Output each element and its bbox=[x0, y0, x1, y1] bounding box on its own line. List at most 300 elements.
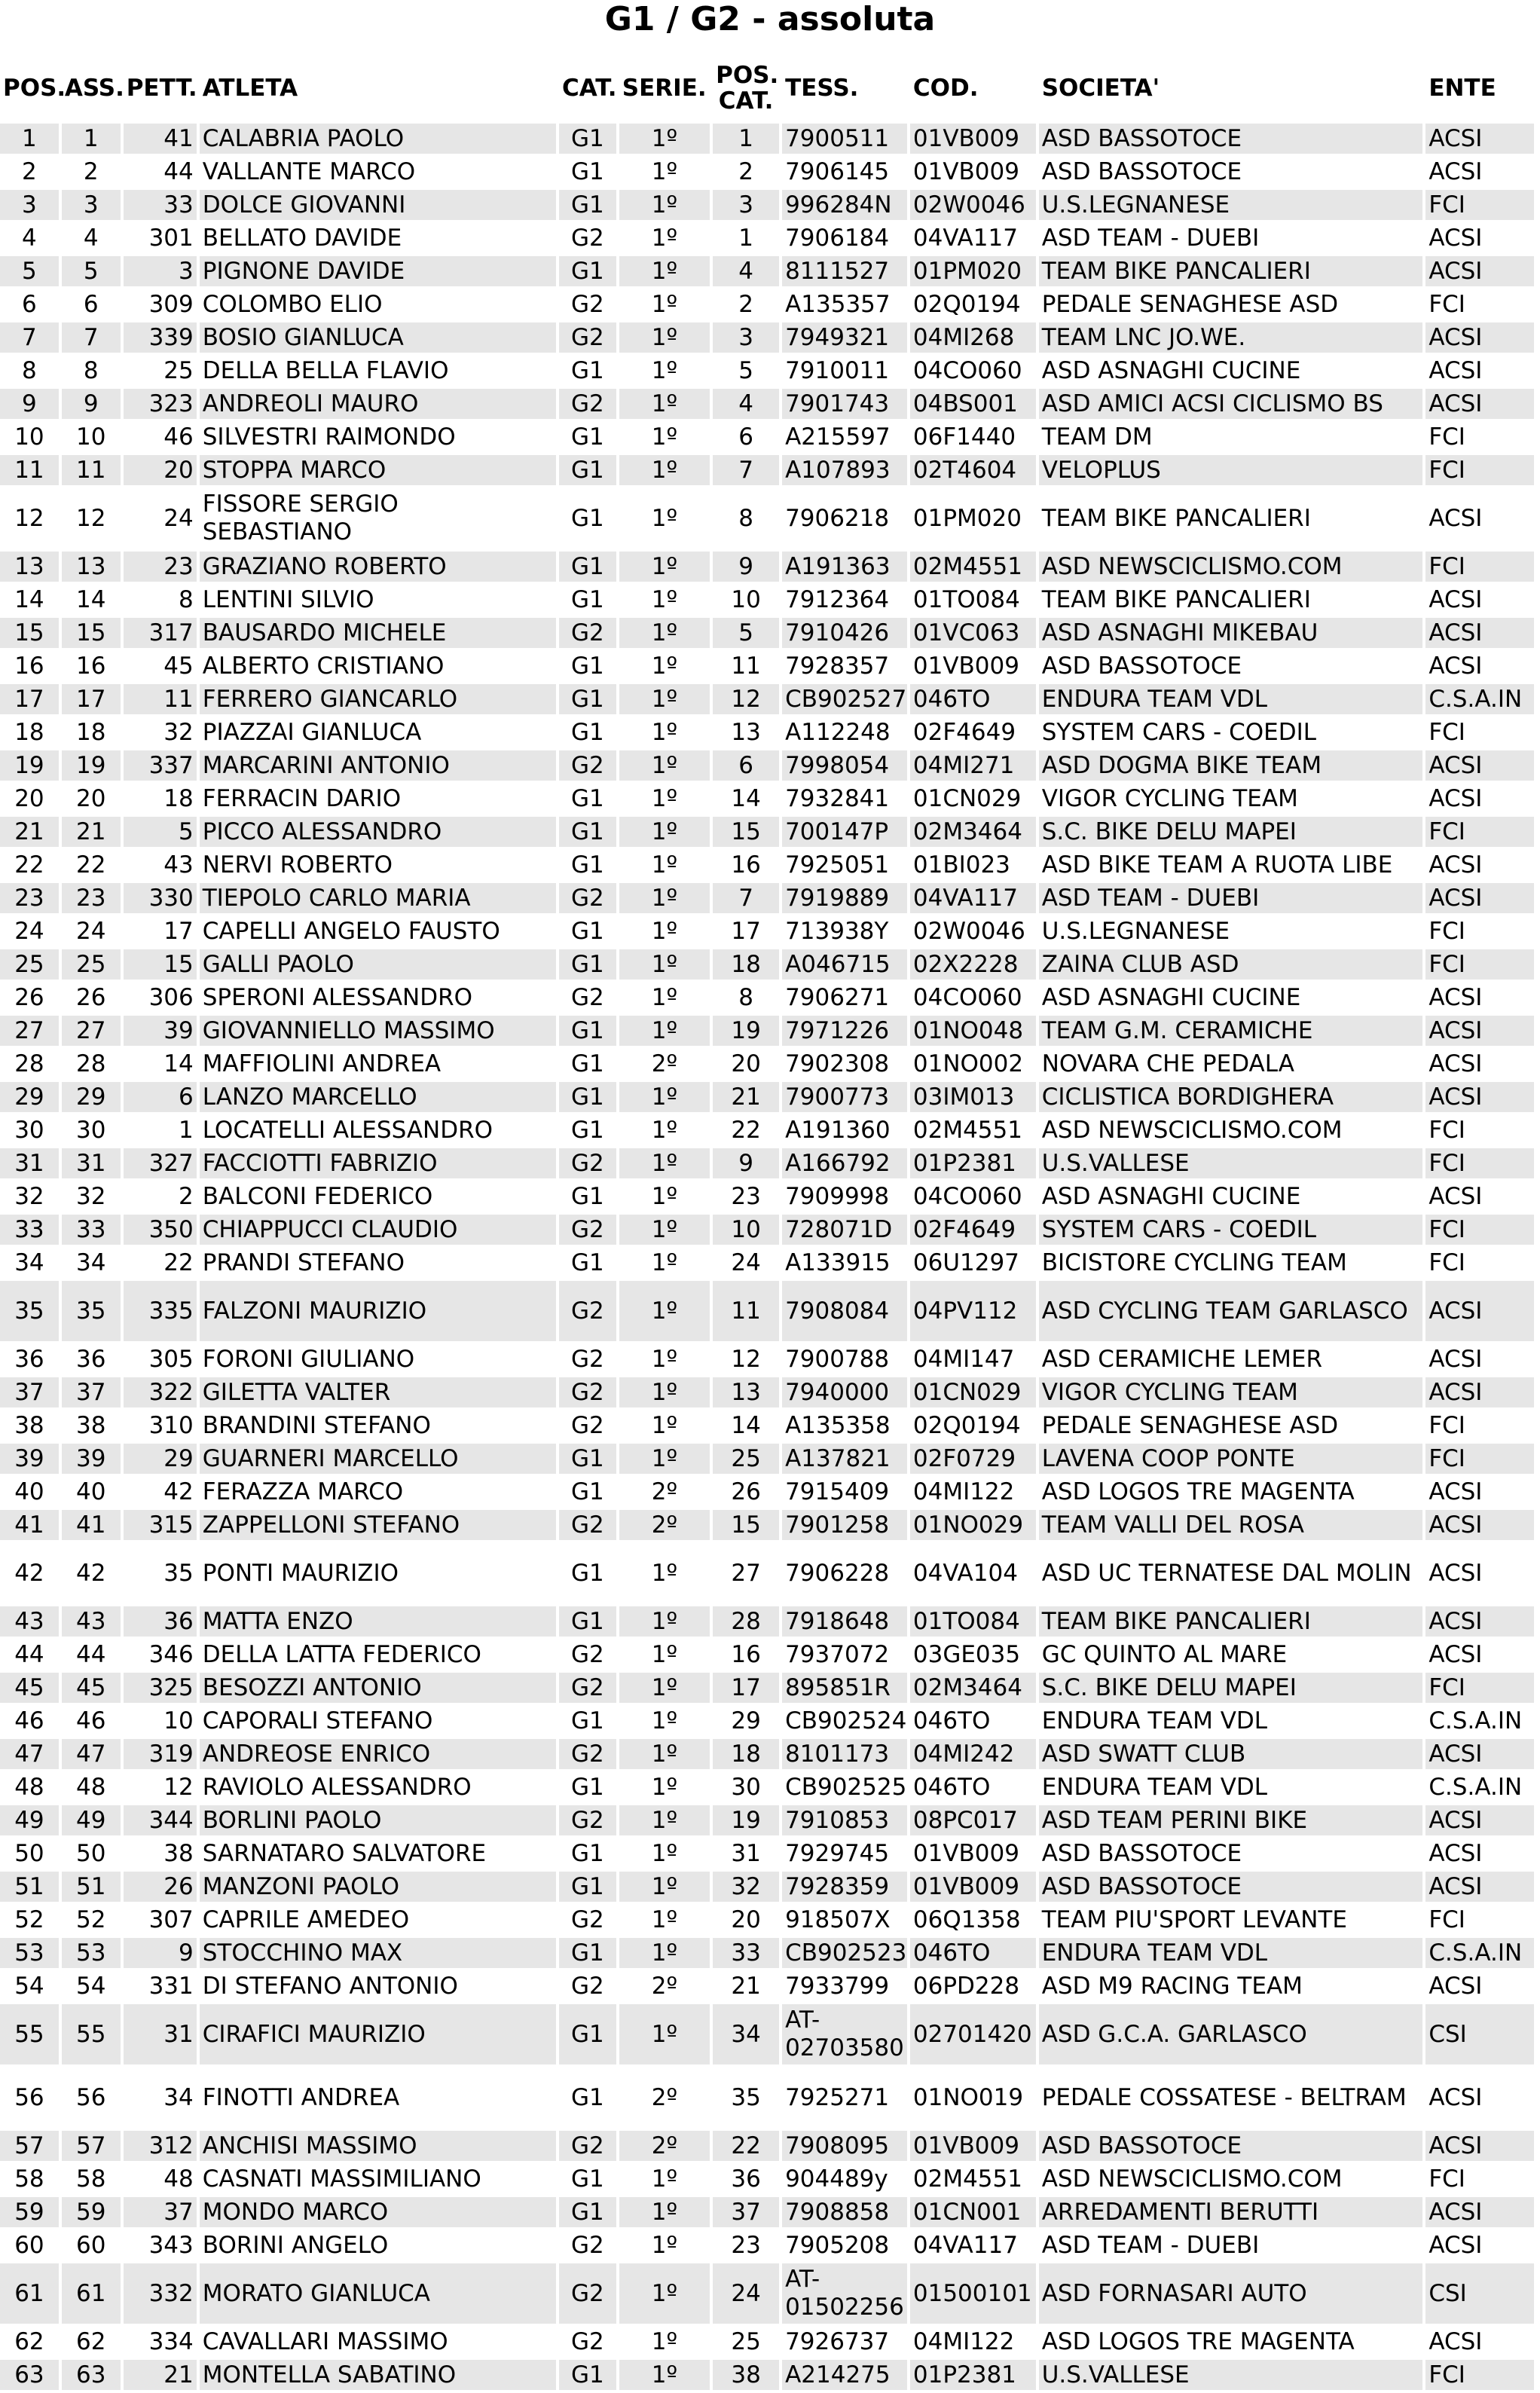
ente-cell: FCI bbox=[1428, 917, 1465, 945]
societa-cell: TEAM DM bbox=[1041, 423, 1153, 451]
tess-cell: A135358 bbox=[785, 1411, 891, 1439]
cat-cell: G2 bbox=[559, 750, 616, 781]
tess-cell: 7918648 bbox=[782, 1606, 907, 1637]
pos-cat-cell: 14 bbox=[731, 784, 761, 812]
serie-cell: 1º bbox=[651, 851, 678, 879]
societa-cell: GC QUINTO AL MARE bbox=[1041, 1640, 1288, 1668]
ente-cell: FCI bbox=[1428, 2165, 1465, 2193]
cat-cell: G2 bbox=[570, 224, 604, 252]
tess-cell: 7940000 bbox=[782, 1377, 907, 1407]
serie-cell: 1º bbox=[619, 1673, 710, 1703]
table-row bbox=[0, 1049, 1534, 1079]
serie-cell: 2º bbox=[651, 1972, 678, 2000]
pett-cell: 11 bbox=[124, 684, 197, 714]
ente-cell: FCI bbox=[1425, 1215, 1534, 1245]
societa-cell: ARREDAMENTI BERUTTI bbox=[1039, 2197, 1423, 2227]
ass-cell: 7 bbox=[62, 322, 121, 353]
table-row bbox=[0, 1477, 1534, 1507]
pos-cell: 43 bbox=[0, 1606, 59, 1637]
cat-cell: G1 bbox=[570, 1182, 604, 1210]
tess-cell: 728071D bbox=[782, 1215, 907, 1245]
ente-cell: ACSI bbox=[1428, 1839, 1483, 1867]
table-row bbox=[0, 1838, 1534, 1869]
pos-cell: 28 bbox=[14, 1050, 44, 1077]
cat-cell: G1 bbox=[559, 1016, 616, 1046]
athlete-cell: BORINI ANGELO bbox=[202, 2231, 389, 2259]
societa-cell: TEAM BIKE PANCALIERI bbox=[1039, 256, 1423, 286]
societa-cell: ASD BASSOTOCE bbox=[1039, 1872, 1423, 1902]
tess-cell: 7928357 bbox=[785, 652, 890, 680]
table-row bbox=[0, 256, 1534, 286]
pos-cat-cell: 3 bbox=[713, 322, 779, 353]
tess-cell: 904489y bbox=[785, 2165, 888, 2193]
table-row bbox=[0, 2068, 1534, 2128]
athlete-cell: BELLATO DAVIDE bbox=[202, 224, 402, 252]
ente-cell: ACSI bbox=[1425, 1016, 1534, 1046]
societa-cell: ASD TEAM - DUEBI bbox=[1039, 883, 1423, 913]
ente-cell: FCI bbox=[1428, 1411, 1465, 1439]
tess-cell: 7906228 bbox=[785, 1559, 890, 1587]
pos-cell: 18 bbox=[14, 718, 44, 746]
pos-cell: 61 bbox=[0, 2263, 59, 2324]
cat-cell: G1 bbox=[570, 1773, 604, 1801]
pos-cell: 45 bbox=[0, 1673, 59, 1703]
pos-cat-cell: 3 bbox=[713, 190, 779, 220]
societa-cell: ASD BASSOTOCE bbox=[1041, 157, 1242, 185]
ass-cell: 53 bbox=[62, 1938, 121, 1968]
pos-cat-cell: 6 bbox=[713, 750, 779, 781]
societa-cell: ASD ASNAGHI CUCINE bbox=[1041, 983, 1301, 1011]
pett-cell: 26 bbox=[124, 1872, 197, 1902]
pos-cat-cell: 18 bbox=[713, 949, 779, 980]
serie-cell: 2º bbox=[651, 1050, 678, 1077]
cat-cell: G1 bbox=[570, 1839, 604, 1867]
societa-cell: ASD BASSOTOCE bbox=[1039, 2131, 1423, 2161]
cod-cell: 01VB009 bbox=[910, 2131, 1036, 2161]
societa-cell: ASD TEAM - DUEBI bbox=[1041, 224, 1260, 252]
societa-cell: SYSTEM CARS - COEDIL bbox=[1039, 1215, 1423, 1245]
ass-cell: 1 bbox=[62, 124, 121, 154]
col-header-societa: SOCIETA' bbox=[1041, 75, 1160, 102]
ass-cell: 58 bbox=[76, 2165, 106, 2193]
serie-cell: 1º bbox=[619, 949, 710, 980]
tess-cell: CB902525 bbox=[785, 1773, 907, 1801]
ente-cell: ACSI bbox=[1425, 1606, 1534, 1637]
athlete-cell: SPERONI ALESSANDRO bbox=[202, 983, 473, 1011]
cat-cell: G1 bbox=[570, 1559, 604, 1587]
societa-cell: ENDURA TEAM VDL bbox=[1039, 1938, 1423, 1968]
cat-cell: G1 bbox=[559, 190, 616, 220]
pos-cat-cell: 8 bbox=[738, 504, 753, 532]
table-row bbox=[0, 1640, 1534, 1670]
ass-cell: 22 bbox=[76, 851, 106, 879]
athlete-cell: FACCIOTTI FABRIZIO bbox=[200, 1148, 556, 1178]
societa-cell: ASD FORNASARI AUTO bbox=[1039, 2263, 1423, 2324]
table-row bbox=[0, 850, 1534, 880]
cat-cell: G1 bbox=[559, 1444, 616, 1474]
pos-cell: 20 bbox=[14, 784, 44, 812]
tess-cell: 7906184 bbox=[785, 224, 890, 252]
cod-cell: 06U1297 bbox=[912, 1248, 1019, 1276]
cat-cell: G2 bbox=[559, 1739, 616, 1769]
cod-cell: 06Q1358 bbox=[912, 1906, 1021, 1933]
serie-cell: 1º bbox=[651, 224, 678, 252]
societa-cell: TEAM BIKE PANCALIERI bbox=[1041, 585, 1311, 613]
cod-cell: 04MI271 bbox=[910, 750, 1036, 781]
cat-cell: G2 bbox=[559, 2131, 616, 2161]
tess-cell: A107893 bbox=[782, 455, 907, 485]
table-row bbox=[0, 1215, 1534, 1245]
athlete-cell: DELLA BELLA FLAVIO bbox=[202, 356, 449, 384]
tess-cell: 7910426 bbox=[782, 618, 907, 648]
ass-cell: 33 bbox=[62, 1215, 121, 1245]
tess-cell: 996284N bbox=[782, 190, 907, 220]
ass-cell: 55 bbox=[62, 2004, 121, 2064]
societa-cell: U.S.VALLESE bbox=[1039, 1148, 1423, 1178]
ente-cell: ACSI bbox=[1428, 224, 1483, 252]
ente-cell: ACSI bbox=[1428, 1478, 1483, 1505]
pett-cell: 10 bbox=[163, 1707, 194, 1734]
ass-cell: 4 bbox=[83, 224, 99, 252]
pett-cell: 36 bbox=[124, 1606, 197, 1637]
pos-cell: 25 bbox=[0, 949, 59, 980]
societa-cell: ZAINA CLUB ASD bbox=[1039, 949, 1423, 980]
cat-cell: G1 bbox=[559, 124, 616, 154]
cat-cell: G2 bbox=[559, 1281, 616, 1341]
pett-cell: 46 bbox=[163, 423, 194, 451]
pos-cell: 9 bbox=[0, 389, 59, 419]
cod-cell: 01CN001 bbox=[910, 2197, 1036, 2227]
pett-cell: 12 bbox=[163, 1773, 194, 1801]
pos-cell: 4 bbox=[22, 224, 37, 252]
cod-cell: 046TO bbox=[910, 1938, 1036, 1968]
table-row bbox=[0, 2230, 1534, 2260]
pos-cat-cell: 20 bbox=[731, 1906, 761, 1933]
tess-cell: 7919889 bbox=[782, 883, 907, 913]
table-row bbox=[0, 1181, 1534, 1212]
societa-cell: VIGOR CYCLING TEAM bbox=[1039, 1377, 1423, 1407]
pos-cell: 57 bbox=[0, 2131, 59, 2161]
pett-cell: 6 bbox=[124, 1082, 197, 1112]
cat-cell: G2 bbox=[559, 389, 616, 419]
tess-cell: 7906218 bbox=[785, 504, 890, 532]
col-header-tess: TESS. bbox=[785, 75, 859, 102]
pos-cat-cell: 31 bbox=[731, 1839, 761, 1867]
societa-cell: PEDALE SENAGHESE ASD bbox=[1041, 1411, 1339, 1439]
ass-cell: 43 bbox=[62, 1606, 121, 1637]
pos-cat-cell: 9 bbox=[713, 1148, 779, 1178]
societa-cell: ASD NEWSCICLISMO.COM bbox=[1041, 2165, 1343, 2193]
ass-cell: 16 bbox=[76, 652, 106, 680]
pett-cell: 21 bbox=[124, 2360, 197, 2390]
serie-cell: 1º bbox=[651, 1559, 678, 1587]
cod-cell: 08PC017 bbox=[910, 1805, 1036, 1835]
athlete-cell: BAUSARDO MICHELE bbox=[200, 618, 556, 648]
pett-cell: 305 bbox=[148, 1345, 194, 1373]
table-row bbox=[0, 1673, 1534, 1703]
pos-cell: 33 bbox=[0, 1215, 59, 1245]
serie-cell: 1º bbox=[619, 256, 710, 286]
ass-cell: 29 bbox=[62, 1082, 121, 1112]
ass-cell: 23 bbox=[62, 883, 121, 913]
ass-cell: 57 bbox=[62, 2131, 121, 2161]
pos-cat-cell: 25 bbox=[713, 1444, 779, 1474]
pett-cell: 319 bbox=[124, 1739, 197, 1769]
societa-cell: U.S.LEGNANESE bbox=[1039, 190, 1423, 220]
serie-cell: 1º bbox=[651, 1411, 678, 1439]
tess-cell: 7910853 bbox=[782, 1805, 907, 1835]
pos-cat-cell: 37 bbox=[713, 2197, 779, 2227]
ente-cell: FCI bbox=[1428, 1906, 1465, 1933]
athlete-cell: CIRAFICI MAURIZIO bbox=[200, 2004, 556, 2064]
table-row bbox=[0, 223, 1534, 253]
pett-cell: 48 bbox=[163, 2165, 194, 2193]
ass-cell: 10 bbox=[76, 423, 106, 451]
ente-cell: C.S.A.IN bbox=[1428, 1773, 1523, 1801]
pett-cell: 34 bbox=[163, 2083, 194, 2111]
cat-cell: G1 bbox=[559, 2004, 616, 2064]
athlete-cell: VALLANTE MARCO bbox=[202, 157, 416, 185]
tess-cell: A191360 bbox=[785, 1116, 891, 1144]
tess-cell: 7900773 bbox=[782, 1082, 907, 1112]
pett-cell: 1 bbox=[179, 1116, 194, 1144]
ass-cell: 15 bbox=[62, 618, 121, 648]
pett-cell: 322 bbox=[124, 1377, 197, 1407]
cod-cell: 04VA117 bbox=[912, 224, 1018, 252]
pos-cell: 38 bbox=[14, 1411, 44, 1439]
ente-cell: ACSI bbox=[1425, 322, 1534, 353]
serie-cell: 1º bbox=[651, 784, 678, 812]
ente-cell: ACSI bbox=[1425, 2131, 1534, 2161]
cod-cell: 02F4649 bbox=[912, 718, 1016, 746]
pos-cell: 6 bbox=[22, 290, 37, 318]
pos-cell: 21 bbox=[0, 817, 59, 847]
societa-cell: SYSTEM CARS - COEDIL bbox=[1041, 718, 1316, 746]
ass-cell: 50 bbox=[76, 1839, 106, 1867]
table-row bbox=[0, 356, 1534, 386]
pos-cat-cell: 8 bbox=[738, 983, 753, 1011]
table-row bbox=[0, 1082, 1534, 1112]
ente-cell: ACSI bbox=[1428, 1640, 1483, 1668]
serie-cell: 1º bbox=[619, 1805, 710, 1835]
serie-cell: 1º bbox=[651, 1248, 678, 1276]
pett-cell: 31 bbox=[124, 2004, 197, 2064]
pos-cell: 54 bbox=[14, 1972, 44, 2000]
athlete-cell: SILVESTRI RAIMONDO bbox=[202, 423, 456, 451]
athlete-cell: FERRACIN DARIO bbox=[202, 784, 402, 812]
pett-cell: 15 bbox=[124, 949, 197, 980]
athlete-cell: MONTELLA SABATINO bbox=[200, 2360, 556, 2390]
ente-cell: FCI bbox=[1425, 190, 1534, 220]
ass-cell: 6 bbox=[83, 290, 99, 318]
pos-cat-cell: 19 bbox=[713, 1016, 779, 1046]
tess-cell: AT-02703580 bbox=[782, 2004, 907, 2064]
tess-cell: AT-01502256 bbox=[782, 2263, 907, 2324]
serie-cell: 1º bbox=[619, 684, 710, 714]
cat-cell: G1 bbox=[570, 851, 604, 879]
cod-cell: 01VB009 bbox=[910, 124, 1036, 154]
cat-cell: G2 bbox=[570, 2327, 604, 2355]
ente-cell: ACSI bbox=[1428, 1182, 1483, 1210]
pos-cell: 41 bbox=[0, 1510, 59, 1540]
cat-cell: G1 bbox=[559, 949, 616, 980]
serie-cell: 2º bbox=[619, 2131, 710, 2161]
table-row bbox=[0, 1377, 1534, 1407]
pos-cat-cell: 9 bbox=[713, 552, 779, 582]
cod-cell: 01P2381 bbox=[910, 2360, 1036, 2390]
societa-cell: ASD BASSOTOCE bbox=[1041, 652, 1242, 680]
table-row bbox=[0, 651, 1534, 681]
ass-cell: 19 bbox=[62, 750, 121, 781]
cod-cell: 02T4604 bbox=[910, 455, 1036, 485]
cod-cell: 04PV112 bbox=[910, 1281, 1036, 1341]
pos-cell: 55 bbox=[0, 2004, 59, 2064]
athlete-cell: PIGNONE DAVIDE bbox=[200, 256, 556, 286]
societa-cell: ENDURA TEAM VDL bbox=[1041, 1773, 1268, 1801]
ass-cell: 59 bbox=[62, 2197, 121, 2227]
ass-cell: 27 bbox=[62, 1016, 121, 1046]
serie-cell: 2º bbox=[619, 1510, 710, 1540]
athlete-cell: ANDREOSE ENRICO bbox=[200, 1739, 556, 1769]
pos-cat-cell: 27 bbox=[731, 1559, 761, 1587]
serie-cell: 1º bbox=[619, 1872, 710, 1902]
ass-cell: 17 bbox=[62, 684, 121, 714]
athlete-cell: MANZONI PAOLO bbox=[200, 1872, 556, 1902]
cod-cell: 046TO bbox=[912, 1707, 991, 1734]
pos-cell: 7 bbox=[0, 322, 59, 353]
tess-cell: A112248 bbox=[785, 718, 891, 746]
ass-cell: 25 bbox=[62, 949, 121, 980]
serie-cell: 1º bbox=[651, 2327, 678, 2355]
societa-cell: ASD BASSOTOCE bbox=[1039, 124, 1423, 154]
cod-cell: 01VB009 bbox=[912, 1839, 1019, 1867]
table-row bbox=[0, 1148, 1534, 1178]
societa-cell: ASD SWATT CLUB bbox=[1039, 1739, 1423, 1769]
cat-cell: G1 bbox=[570, 1050, 604, 1077]
cat-cell: G2 bbox=[559, 1377, 616, 1407]
cod-cell: 02F0729 bbox=[910, 1444, 1036, 1474]
serie-cell: 1º bbox=[619, 750, 710, 781]
athlete-cell: GIOVANNIELLO MASSIMO bbox=[200, 1016, 556, 1046]
tess-cell: 895851R bbox=[782, 1673, 907, 1703]
pett-cell: 44 bbox=[163, 157, 194, 185]
athlete-cell: MATTA ENZO bbox=[200, 1606, 556, 1637]
col-header-serie: SERIE. bbox=[622, 75, 707, 102]
ente-cell: ACSI bbox=[1428, 1050, 1483, 1077]
athlete-cell: NERVI ROBERTO bbox=[202, 851, 393, 879]
table-row bbox=[0, 2263, 1534, 2324]
societa-cell: S.C. BIKE DELU MAPEI bbox=[1039, 1673, 1423, 1703]
athlete-cell: CAPORALI STEFANO bbox=[202, 1707, 433, 1734]
table-row bbox=[0, 717, 1534, 747]
table-row bbox=[0, 190, 1534, 220]
ente-cell: ACSI bbox=[1428, 784, 1483, 812]
pos-cat-cell: 23 bbox=[731, 2231, 761, 2259]
ente-cell: ACSI bbox=[1428, 652, 1483, 680]
pos-cat-cell: 2 bbox=[738, 157, 753, 185]
athlete-cell: CAPELLI ANGELO FAUSTO bbox=[202, 917, 500, 945]
societa-cell: CICLISTICA BORDIGHERA bbox=[1039, 1082, 1423, 1112]
societa-cell: ASD ASNAGHI CUCINE bbox=[1041, 356, 1301, 384]
cat-cell: G1 bbox=[570, 1116, 604, 1144]
pos-cat-cell: 32 bbox=[713, 1872, 779, 1902]
pos-cat-cell: 1 bbox=[713, 124, 779, 154]
athlete-cell: CAVALLARI MASSIMO bbox=[202, 2327, 448, 2355]
pett-cell: 323 bbox=[124, 389, 197, 419]
pett-cell: 41 bbox=[124, 124, 197, 154]
table-row bbox=[0, 2004, 1534, 2064]
ass-cell: 8 bbox=[83, 356, 99, 384]
pett-cell: 43 bbox=[163, 851, 194, 879]
athlete-cell: BORLINI PAOLO bbox=[200, 1805, 556, 1835]
table-row bbox=[0, 784, 1534, 814]
cod-cell: 01VB009 bbox=[910, 1872, 1036, 1902]
ente-cell: FCI bbox=[1425, 455, 1534, 485]
pos-cell: 49 bbox=[0, 1805, 59, 1835]
societa-cell: ASD CERAMICHE LEMER bbox=[1041, 1345, 1323, 1373]
pos-cat-cell: 11 bbox=[731, 652, 761, 680]
cat-cell: G1 bbox=[559, 1872, 616, 1902]
ente-cell: ACSI bbox=[1428, 2327, 1483, 2355]
cod-cell: 01NO019 bbox=[912, 2083, 1024, 2111]
cat-cell: G2 bbox=[559, 1148, 616, 1178]
serie-cell: 1º bbox=[619, 2360, 710, 2390]
pos-cat-cell: 24 bbox=[713, 2263, 779, 2324]
ass-cell: 63 bbox=[62, 2360, 121, 2390]
ass-cell: 56 bbox=[76, 2083, 106, 2111]
col-header-atleta: ATLETA bbox=[202, 75, 298, 102]
cod-cell: 01TO084 bbox=[910, 1606, 1036, 1637]
serie-cell: 1º bbox=[651, 290, 678, 318]
athlete-cell: FALZONI MAURIZIO bbox=[200, 1281, 556, 1341]
societa-cell: VELOPLUS bbox=[1039, 455, 1423, 485]
table-row bbox=[0, 389, 1534, 419]
cod-cell: 01NO048 bbox=[910, 1016, 1036, 1046]
results-table bbox=[0, 53, 1537, 2393]
tess-cell: 7900788 bbox=[785, 1345, 890, 1373]
tess-cell: 8101173 bbox=[782, 1739, 907, 1769]
cod-cell: 06F1440 bbox=[912, 423, 1016, 451]
pett-cell: 42 bbox=[163, 1478, 194, 1505]
athlete-cell: LANZO MARCELLO bbox=[200, 1082, 556, 1112]
athlete-cell: TIEPOLO CARLO MARIA bbox=[200, 883, 556, 913]
tess-cell: 7925051 bbox=[785, 851, 890, 879]
table-row bbox=[0, 124, 1534, 154]
ente-cell: ACSI bbox=[1428, 983, 1483, 1011]
table-row bbox=[0, 1772, 1534, 1802]
pett-cell: 29 bbox=[124, 1444, 197, 1474]
pos-cat-cell: 20 bbox=[731, 1050, 761, 1077]
societa-cell: ENDURA TEAM VDL bbox=[1039, 684, 1423, 714]
cat-cell: G2 bbox=[559, 883, 616, 913]
pos-cat-cell: 23 bbox=[731, 1182, 761, 1210]
pos-cell: 44 bbox=[14, 1640, 44, 1668]
tess-cell: 7933799 bbox=[785, 1972, 890, 2000]
serie-cell: 1º bbox=[651, 1640, 678, 1668]
tess-cell: 7971226 bbox=[782, 1016, 907, 1046]
pos-cat-cell: 2 bbox=[738, 290, 753, 318]
pett-cell: 310 bbox=[148, 1411, 194, 1439]
cod-cell: 04VA104 bbox=[912, 1559, 1018, 1587]
table-row bbox=[0, 916, 1534, 946]
pett-cell: 346 bbox=[148, 1640, 194, 1668]
ass-cell: 31 bbox=[62, 1148, 121, 1178]
athlete-cell: MONDO MARCO bbox=[200, 2197, 556, 2227]
societa-cell: NOVARA CHE PEDALA bbox=[1041, 1050, 1294, 1077]
table-row bbox=[0, 2327, 1534, 2357]
table-row bbox=[0, 1805, 1534, 1835]
tess-cell: 7905208 bbox=[785, 2231, 890, 2259]
